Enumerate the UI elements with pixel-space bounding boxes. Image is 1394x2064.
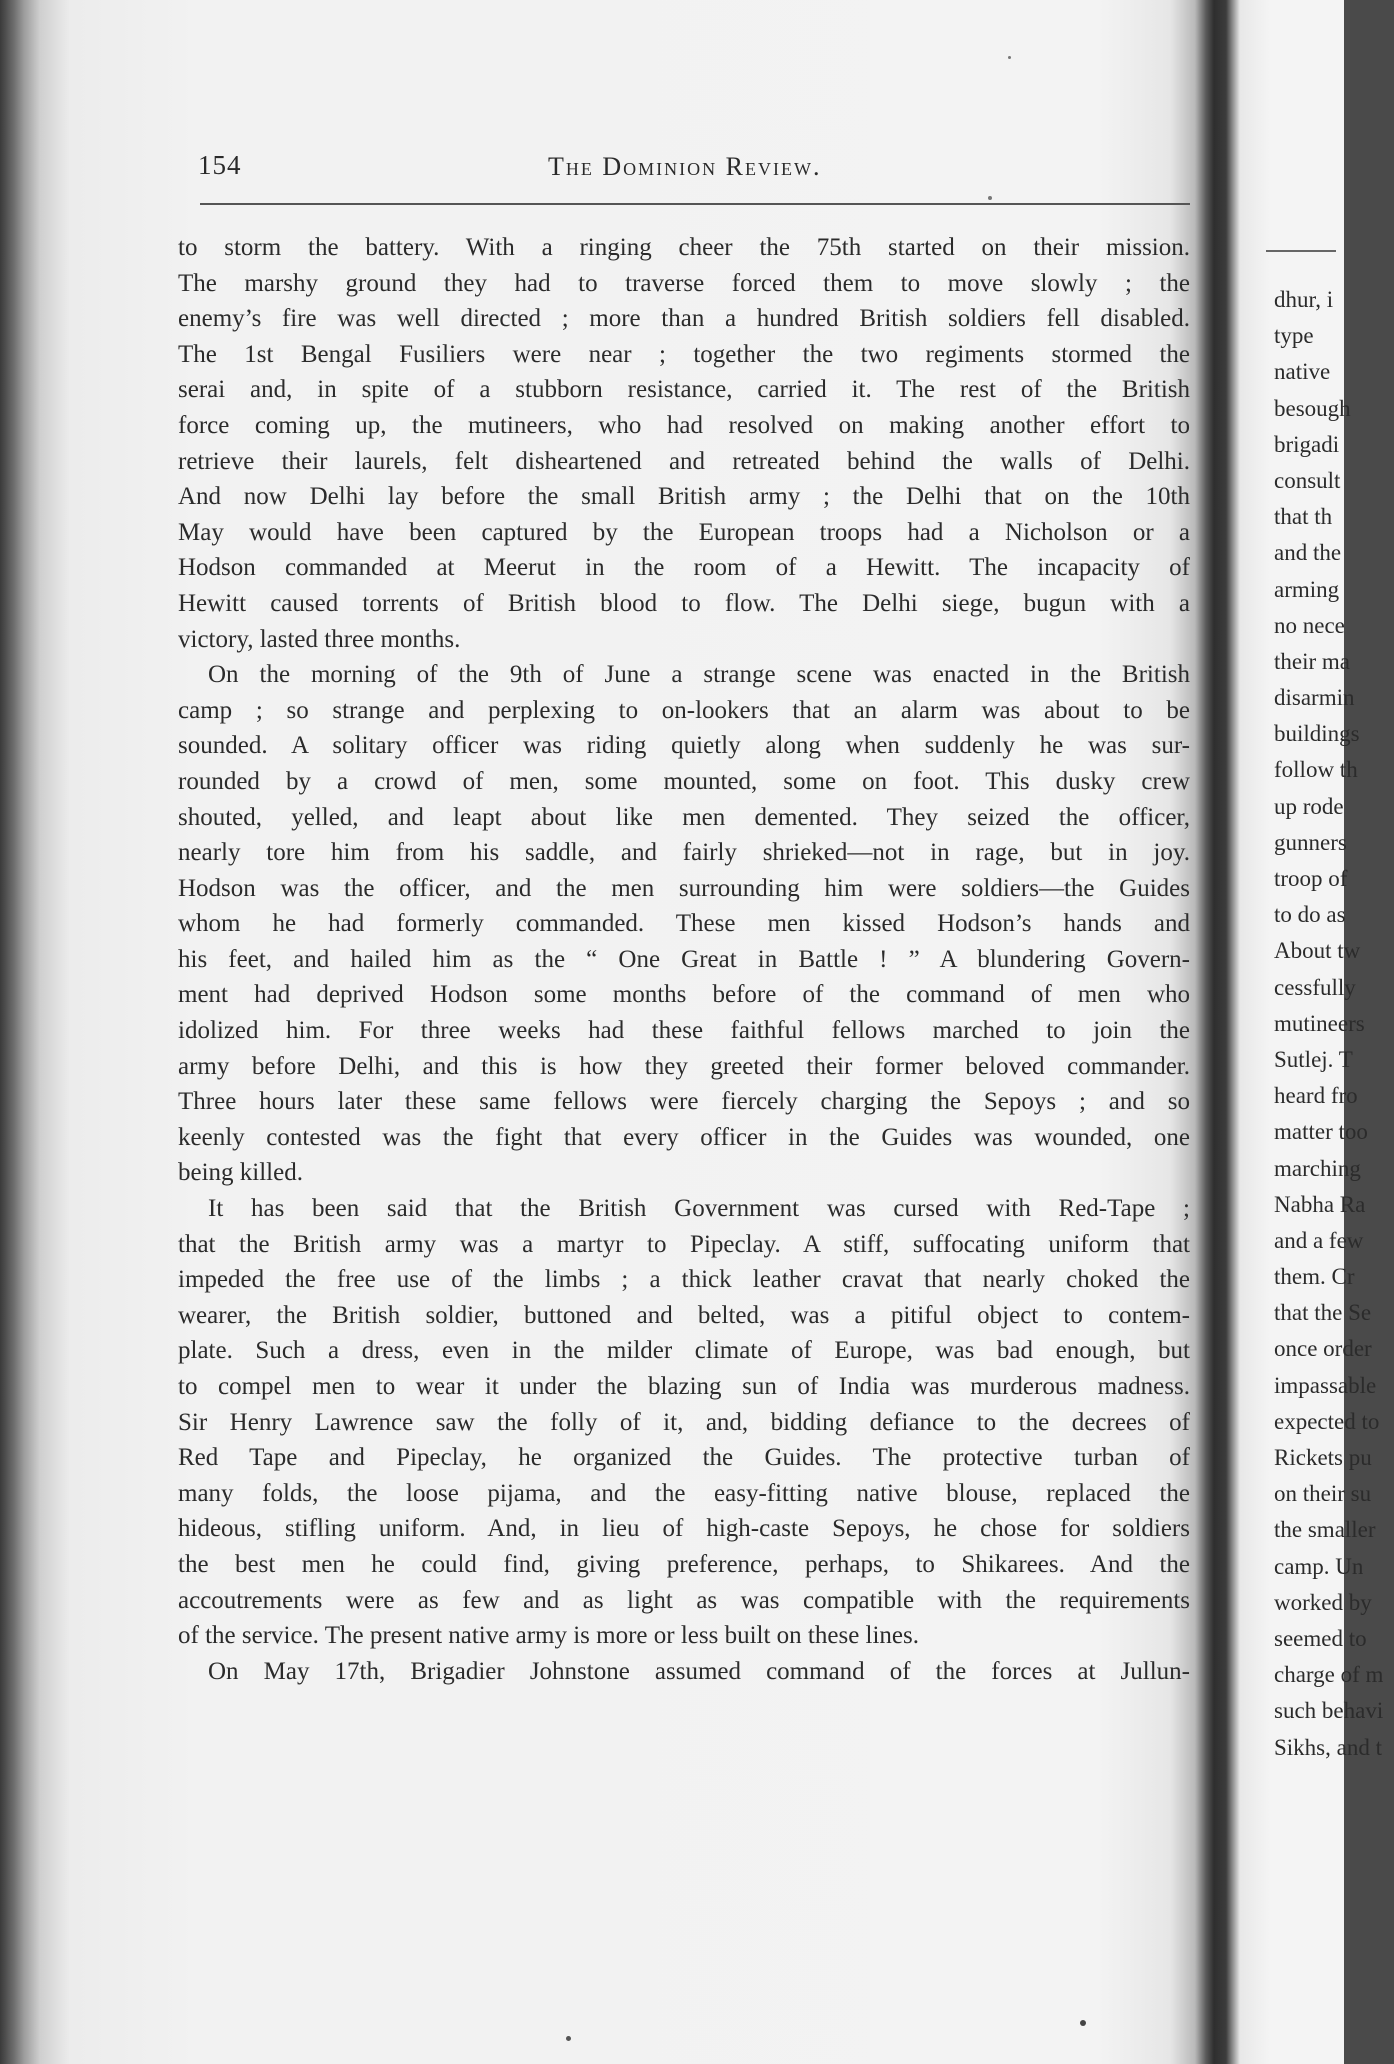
dust-speck [988,196,992,200]
text-fragment: to do as [1274,902,1346,928]
text-fragment: buildings [1274,721,1360,747]
text-line: idolized him. For three weeks had these faithful fellows marched to join the [178,1017,1190,1045]
text-line: May would have been captured by the European troops had a Nicholson or a [178,518,1190,546]
text-fragment: worked by [1274,1589,1372,1615]
text-fragment: impassable [1274,1372,1377,1398]
text-fragment: the smaller [1274,1517,1376,1543]
text-fragment: cessfully [1274,974,1356,1000]
text-line: that the British army was a martyr to Pipeclay. A stiff, suffocating uniform that [178,1230,1190,1258]
text-fragment: native [1274,359,1331,385]
dust-speck [1080,2020,1086,2026]
running-title: The Dominion Review. [548,152,822,181]
text-line: enemy’s fire was well directed ; more than a hundred British soldiers fell disabled. [178,305,1190,333]
text-fragment: matter too [1274,1119,1368,1145]
text-line: army before Delhi, and this is how they greeted their former beloved commander. [178,1052,1190,1080]
text-line: victory, lasted three months. [178,625,461,653]
right-page-edge [1236,0,1384,2064]
text-fragment: that th [1274,504,1333,530]
text-fragment: consult [1274,467,1341,493]
text-fragment: charge of m [1274,1662,1384,1688]
paragraph-first-line: On the morning of the 9th of June a strange scene was enacted in the British [208,661,1190,689]
text-line: accoutrements were as few and as light as was compatible with the requirements [178,1586,1190,1614]
text-line: keenly contested was the fight that every officer in the Guides was wounded, one [178,1123,1190,1151]
text-fragment: disarmin [1274,685,1355,711]
text-line: And now Delhi lay before the small British army ; the Delhi that on the 10th [178,483,1190,511]
text-line: of the service. The present native army is more or less built on these lines. [178,1622,920,1650]
text-line: The 1st Bengal Fusiliers were near ; together the two regiments stormed the [178,340,1190,368]
text-fragment: no nece [1274,612,1345,638]
text-fragment: camp. Un [1274,1553,1364,1579]
text-fragment: type [1274,323,1314,349]
text-line: impeded the free use of the limbs ; a thick leather cravat that nearly choked the [178,1266,1190,1294]
dust-speck [1008,56,1011,59]
text-line: whom he had formerly commanded. These men kissed Hodson’s hands and [178,910,1190,938]
text-line: Hodson was the officer, and the men surrounding him were soldiers—the Guides [178,874,1190,902]
text-line: nearly tore him from his saddle, and fairly shrieked—not in rage, but in joy. [178,839,1190,867]
text-line: serai and, in spite of a stubborn resistance, carried it. The rest of the British [178,376,1190,404]
text-fragment: and the [1274,540,1342,566]
text-line: to compel men to wear it under the blazing sun of India was murderous madness. [178,1373,1190,1400]
text-fragment: that the Se [1274,1300,1372,1326]
text-fragment: gunners [1274,829,1347,855]
text-fragment: dhur, i [1274,287,1334,312]
text-line: plate. Such a dress, even in the milder climate of Europe, was bad enough, but [178,1337,1190,1365]
text-line: many folds, the loose pijama, and the easy-fitting native blouse, replaced the [178,1479,1190,1507]
header-rule [200,203,1190,205]
text-fragment: them. Cr [1274,1264,1355,1290]
text-fragment: brigadi [1274,431,1340,457]
text-line: ment had deprived Hodson some months before of the command of men who [178,981,1190,1009]
text-line: wearer, the British soldier, buttoned and belted, was a pitiful object to contem- [178,1301,1190,1329]
paragraph-first-line: It has been said that the British Government was cursed with Red-Tape ; [208,1195,1190,1223]
text-fragment: expected to [1274,1408,1380,1434]
text-line: force coming up, the mutineers, who had resolved on making another effort to [178,411,1190,439]
paragraph-first-line: On May 17th, Brigadier Johnstone assumed command of the forces at Jullun- [208,1657,1190,1685]
text-fragment: once order [1274,1336,1372,1362]
page-header [198,150,1188,200]
text-line: hideous, stifling uniform. And, in lieu of high-caste Sepoys, he chose for soldiers [178,1515,1190,1543]
text-fragment: troop of [1274,866,1348,891]
text-fragment: their ma [1274,648,1350,674]
text-line: sounded. A solitary officer was riding quietly along when suddenly he was sur- [178,732,1190,760]
text-fragment: About tw [1274,938,1361,964]
text-line: rounded by a crowd of men, some mounted, some on foot. This dusky crew [178,767,1190,795]
text-line: to storm the battery. With a ringing cheer the 75th started on their mission. [178,234,1190,261]
text-fragment: up rode [1274,793,1344,819]
text-fragment: Sutlej. T [1274,1046,1353,1072]
text-line: retrieve their laurels, felt disheartened and retreated behind the walls of Delhi. [178,447,1190,475]
text-fragment: seemed to [1274,1625,1367,1651]
text-line: Three hours later these same fellows were fiercely charging the Sepoys ; and so [178,1088,1190,1116]
text-line: camp ; so strange and perplexing to on-lookers that an alarm was about to be [178,696,1190,724]
right-header-rule [1266,250,1336,252]
text-fragment: Nabha Ra [1274,1191,1366,1217]
text-line: Sir Henry Lawrence saw the folly of it, and, bidding defiance to the decrees of [178,1408,1190,1436]
text-line: his feet, and hailed him as the “ One Great in Battle ! ” A blundering Govern- [178,945,1190,973]
text-fragment: heard fro [1274,1083,1358,1109]
dust-speck [566,2036,571,2041]
text-fragment: marching [1274,1155,1361,1181]
text-line: shouted, yelled, and leapt about like men demented. They seized the officer, [178,803,1190,831]
text-line: Hodson commanded at Meerut in the room of a Hewitt. The incapacity of [178,554,1190,582]
body-text [178,230,1190,1689]
text-fragment: and a few [1274,1227,1364,1253]
right-page-text [1274,282,1394,1766]
text-line: Red Tape and Pipeclay, he organized the Guides. The protective turban of [178,1444,1190,1472]
text-fragment: arming [1274,576,1340,602]
text-line: The marshy ground they had to traverse forced them to move slowly ; the [178,269,1190,297]
text-fragment: Rickets pu [1274,1445,1372,1470]
text-line: being killed. [178,1159,303,1187]
page-number: 154 [198,150,242,180]
text-fragment: besough [1274,395,1351,421]
text-fragment: such behavi [1274,1698,1384,1724]
text-fragment: Sikhs, and t [1274,1734,1382,1760]
text-line: Hewitt caused torrents of British blood to flow. The Delhi siege, bugun with a [178,589,1190,617]
text-fragment: follow th [1274,757,1358,783]
text-fragment: on their su [1274,1481,1372,1507]
text-line: the best men he could find, giving preference, perhaps, to Shikarees. And the [178,1550,1190,1578]
text-fragment: mutineers [1274,1010,1365,1036]
